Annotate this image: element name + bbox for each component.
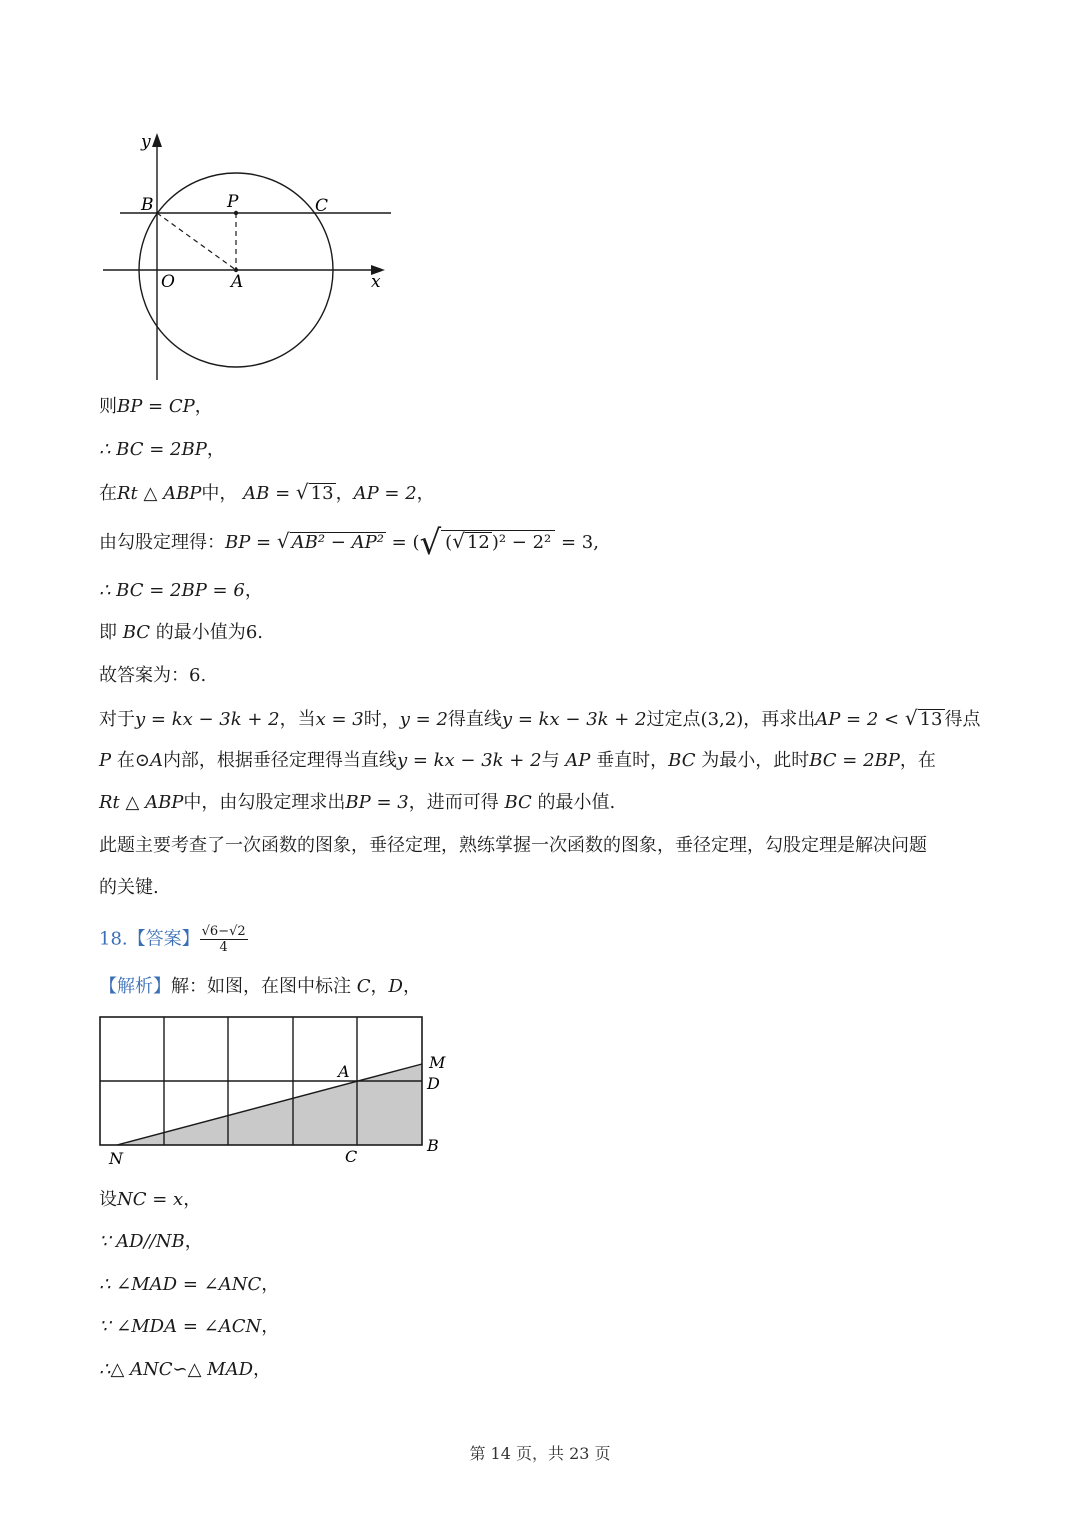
math: BP = CP <box>117 396 195 417</box>
sqrt-icon: √ <box>295 480 309 504</box>
math: y = kx − 3k + 2 <box>135 709 280 730</box>
math: C <box>356 976 371 997</box>
math: ∴ ∠MAD = ∠ANC <box>99 1274 262 1295</box>
text: ，再求出 <box>743 709 816 730</box>
label-o: O <box>161 272 175 292</box>
math: y = kx − 3k + 2 <box>396 750 542 771</box>
text: 故答案为： <box>99 665 189 686</box>
page-footer: 第 14 页，共 23 页 <box>469 1444 611 1463</box>
text: . <box>200 665 207 686</box>
radicand-outer <box>441 530 555 553</box>
math: P <box>99 750 112 771</box>
text: ， <box>261 1316 280 1337</box>
circle-coordinate-figure <box>95 125 405 385</box>
label-x: x <box>371 272 381 292</box>
answer-fraction <box>200 924 248 955</box>
text: 垂直时， <box>590 750 669 771</box>
answer-18 <box>99 924 248 955</box>
sqrt-icon: √ <box>452 529 465 553</box>
text: 时， <box>363 709 400 730</box>
text: ，当 <box>279 709 316 730</box>
math: NC = x <box>117 1189 184 1210</box>
label-y: y <box>141 132 151 152</box>
text: ， <box>253 1359 272 1380</box>
text: 的关键. <box>99 877 159 898</box>
math: BC <box>122 622 151 643</box>
math: D <box>388 976 403 997</box>
radicand: 12 <box>466 532 490 553</box>
text: ， <box>416 483 435 504</box>
text: , <box>593 532 599 553</box>
text: . <box>257 622 263 643</box>
text: 内部，根据垂径定理得当直线 <box>162 750 397 771</box>
text: 设 <box>99 1189 117 1210</box>
text-line-16 <box>99 1228 203 1256</box>
math: Rt △ ABP <box>99 792 184 813</box>
label-d: D <box>427 1074 440 1093</box>
math: (3,2) <box>700 709 744 730</box>
text: 为最小，此时 <box>695 750 810 771</box>
math: BP = <box>225 532 277 553</box>
text: 得直线 <box>447 709 502 730</box>
math: ∴△ ANC∽△ MAD <box>99 1359 254 1380</box>
math: = 3 <box>555 532 594 553</box>
math: 6 <box>245 622 258 643</box>
math: Rt △ ABP <box>117 483 202 504</box>
math: x = 3 <box>315 709 364 730</box>
text: ， <box>402 976 421 997</box>
text: 中， <box>201 483 238 504</box>
text: ， <box>335 483 354 504</box>
text-line-4 <box>99 523 599 563</box>
dashed-ba <box>157 213 236 270</box>
text-line-8 <box>99 704 981 734</box>
text-line-1 <box>99 393 213 421</box>
text-line-3 <box>99 478 435 508</box>
text: 解：如图，在图中标注 <box>171 976 357 997</box>
text: ， <box>183 1189 202 1210</box>
math: BC = 2BP <box>809 750 900 771</box>
math: y = kx − 3k + 2 <box>501 709 647 730</box>
text: 由勾股定理得： <box>99 532 225 553</box>
text: 的最小值为 <box>150 622 246 643</box>
text: 此题主要考查了一次函数的图象，垂径定理，熟练掌握一次函数的图象，垂径定理，勾股定理是解决问题 <box>99 835 927 856</box>
label-n: N <box>109 1149 123 1168</box>
text-line-10 <box>99 789 615 817</box>
label-m: M <box>429 1053 446 1072</box>
text: ， <box>206 439 225 460</box>
math: ∴ BC = 2BP <box>99 439 207 460</box>
math: ∴ BC = 2BP = 6 <box>99 580 245 601</box>
math: BC <box>668 750 696 771</box>
label-a: A <box>338 1062 350 1081</box>
sqrt-icon: √ <box>419 523 442 563</box>
text: 与 <box>541 750 566 771</box>
text: ，在 <box>899 750 936 771</box>
y-axis-arrow <box>152 133 162 147</box>
text: 即 <box>99 622 123 643</box>
radicand: AB² − AP² <box>291 532 384 553</box>
math: AP = 2 <box>353 483 417 504</box>
label-c: C <box>345 1147 358 1166</box>
math: A <box>149 750 163 771</box>
label-b: B <box>427 1136 439 1155</box>
text: ， <box>261 1274 280 1295</box>
text: ， <box>370 976 389 997</box>
text-line-15 <box>99 1186 201 1214</box>
fraction-numerator: √6−√2 <box>201 924 246 939</box>
text: 则 <box>99 396 117 417</box>
text: 中，由勾股定理求出 <box>183 792 346 813</box>
text: ， <box>184 1231 203 1252</box>
text: ， <box>244 580 263 601</box>
text: 的最小值. <box>531 792 616 813</box>
text-line-17 <box>99 1271 279 1299</box>
analysis-18 <box>99 973 421 1001</box>
answer-label: 18.【答案】 <box>99 928 200 950</box>
text: )² − 2² <box>491 532 552 553</box>
label-c: C <box>315 196 329 216</box>
text: 在 <box>99 483 117 504</box>
text-line-6 <box>99 619 263 647</box>
radicand: 13 <box>310 483 334 504</box>
analysis-label: 【解析】 <box>99 976 171 997</box>
fraction-denominator: 4 <box>219 940 228 955</box>
math: AP = 2 < <box>815 709 905 730</box>
text-line-19 <box>99 1356 271 1384</box>
text: 过定点 <box>646 709 701 730</box>
math: BP = 3 <box>345 792 409 813</box>
radicand: 13 <box>919 709 943 730</box>
text-line-2 <box>99 436 225 464</box>
math: ∵ ∠MDA = ∠ACN <box>99 1316 262 1337</box>
text: 对于 <box>99 709 135 730</box>
math: = ( <box>385 532 420 553</box>
math: BC <box>504 792 532 813</box>
label-p: P <box>227 192 239 212</box>
text-line-11 <box>99 832 927 860</box>
sqrt-icon: √ <box>904 706 918 730</box>
math: AB = <box>243 483 296 504</box>
text: ，进而可得 <box>408 792 505 813</box>
math: 6 <box>189 665 201 686</box>
text: ， <box>194 396 213 417</box>
text-line-9 <box>99 747 936 775</box>
text: ( <box>445 532 453 553</box>
sqrt-icon: √ <box>276 529 290 553</box>
text-line-7 <box>99 662 206 690</box>
text-line-5 <box>99 577 263 605</box>
grid-triangle-figure <box>95 1010 455 1170</box>
text-line-18 <box>99 1313 279 1341</box>
math: AP <box>565 750 591 771</box>
math: y = 2 <box>399 709 448 730</box>
text-line-12 <box>99 874 159 902</box>
text: 在⊙ <box>111 750 150 771</box>
text: 得点 <box>944 709 981 730</box>
label-b: B <box>141 195 154 215</box>
label-a: A <box>231 272 244 292</box>
math: ∵ AD//NB <box>99 1231 185 1252</box>
